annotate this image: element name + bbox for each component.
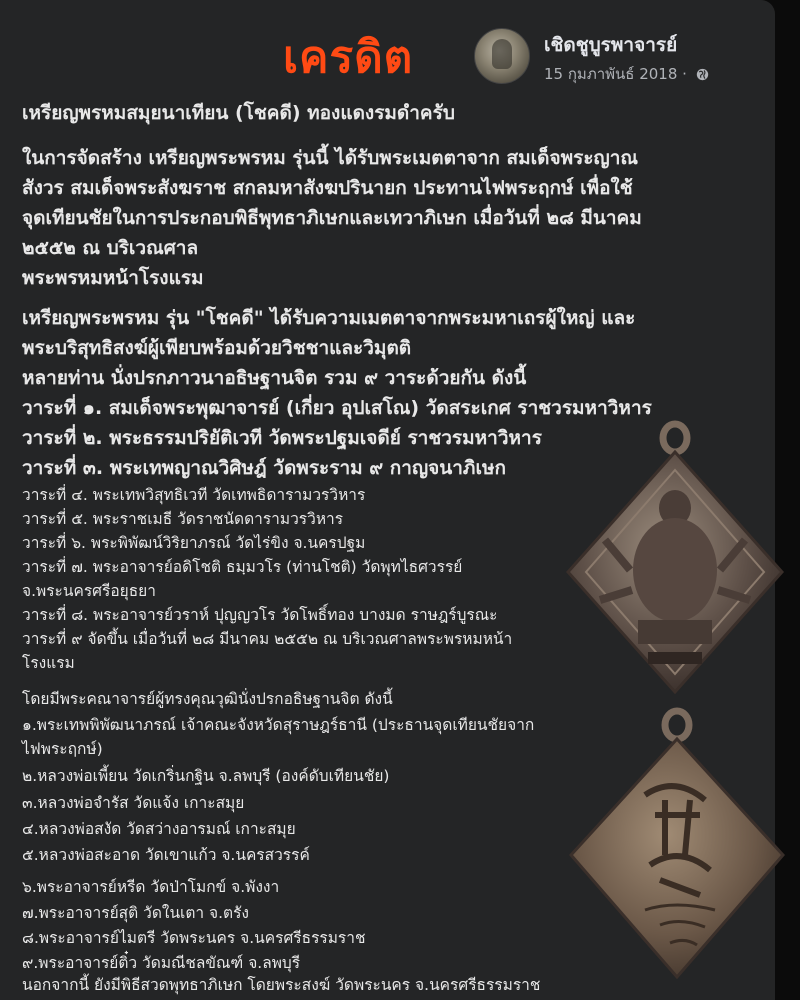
date-text[interactable]: 15 กุมภาพันธ์ 2018 (544, 65, 678, 83)
round-line: วาระที่ ๗. พระอาจารย์อดิโชติ ธมฺมวโร (ท่านโชติ) วัดพุทไธศวรรย์ (22, 558, 463, 576)
round-line: วาระที่ ๖. พระพิพัฒน์วิริยาภรณ์ วัดไร่ขิง จ.นครปฐม (22, 534, 366, 552)
monk-line: ๔.หลวงพ่อสงัด วัดสว่างอารมณ์ เกาะสมุย (22, 820, 296, 838)
monk-line: นอกจากนี้ ยังมีพิธีสวดพุทธาภิเษก โดยพระสงฆ์ วัดพระนคร จ.นครศรีธรรมราช (22, 976, 541, 994)
medal-back-image (565, 705, 790, 995)
paragraph2-line: พระพรหมหน้าโรงแรม (22, 267, 204, 289)
monk-line: ๙.พระอาจารย์ติ๋ว วัดมณีชลขัณฑ์ จ.ลพบุรี (22, 954, 301, 972)
paragraph2-line: จุดเทียนชัยในการประกอบพิธีพุทธาภิเษกและเทวาภิเษก เมื่อวันที่ ๒๘ มีนาคม (22, 207, 642, 229)
round-line: โรงแรม (22, 654, 75, 672)
page-name-link[interactable]: เชิดชูบูรพาจารย์ (544, 34, 678, 56)
round-line: วาระที่ ๙ จัดขึ้น เมื่อวันที่ ๒๘ มีนาคม ๒๕๕๒ ณ บริเวณศาลพระพรหมหน้า (22, 630, 513, 648)
paragraph3-line: วาระที่ ๑. สมเด็จพระพุฒาจารย์ (เกี่ยว อุปเสโณ) วัดสระเกศ ราชวรมหาวิหาร (22, 397, 652, 419)
monk-line: ๒.หลวงพ่อเพี้ยน วัดเกริ่นกฐิน จ.ลพบุรี (องค์ดับเทียนชัย) (22, 767, 390, 785)
monk-line: ๖.พระอาจารย์หรีด วัดป่าโมกข์ จ.พังงา (22, 878, 280, 896)
paragraph3-line: วาระที่ ๓. พระเทพญาณวิศิษฎ์ วัดพระราม ๙ กาญจนาภิเษก (22, 457, 506, 479)
paragraph2-line: ๒๕๕๒ ณ บริเวณศาล (22, 237, 199, 259)
globe-icon[interactable] (696, 68, 709, 81)
medal-front-image (560, 420, 790, 710)
paragraph3-line: วาระที่ ๒. พระธรรมปริยัติเวที วัดพระปฐมเจดีย์ ราชวรมหาวิหาร (22, 427, 542, 449)
monk-line: ๑.พระเทพพิพัฒนาภรณ์ เจ้าคณะจังหวัดสุราษฎร์ธานี (ประธานจุดเทียนชัยจาก (22, 716, 535, 734)
paragraph3-line: พระบริสุทธิสงฆ์ผู้เพียบพร้อมด้วยวิชชาและวิมุตติ (22, 337, 412, 359)
separator-dot: · (682, 65, 687, 83)
credit-overlay-text: เครดิต (283, 32, 414, 83)
monk-line: ไฟพระฤกษ์) (22, 740, 103, 758)
post-timestamp[interactable] (544, 62, 709, 86)
paragraph3-line: หลายท่าน นั่งปรกภาวนาอธิษฐานจิต รวม ๙ วาระด้วยกัน ดังนี้ (22, 367, 527, 389)
page-avatar[interactable] (474, 28, 530, 84)
paragraph3-line: เหรียญพระพรหม รุ่น "โชคดี" ได้รับความเมตตาจากพระมหาเถรผู้ใหญ่ และ (22, 307, 636, 329)
monk-line: ๓.หลวงพ่อจำรัส วัดแจ้ง เกาะสมุย (22, 794, 245, 812)
paragraph2-line: สังวร สมเด็จพระสังฆราช สกลมหาสังฆปรินายก ประทานไฟพระฤกษ์ เพื่อใช้ (22, 177, 633, 199)
monk-line: โดยมีพระคณาจารย์ผู้ทรงคุณวุฒินั่งปรกอธิษฐานจิต ดังนี้ (22, 690, 393, 708)
monk-line: ๕.หลวงพ่อสะอาด วัดเขาแก้ว จ.นครสวรรค์ (22, 846, 310, 864)
monk-line: ๗.พระอาจารย์สุติ วัดในเตา จ.ตรัง (22, 904, 250, 922)
round-line: วาระที่ ๕. พระราชเมธี วัดราชนัดดารามวรวิหาร (22, 510, 344, 528)
post-title-line: เหรียญพรหมสมุยนาเทียน (โชคดี) ทองแดงรมดำครับ (22, 102, 455, 124)
round-line: วาระที่ ๔. พระเทพวิสุทธิเวที วัดเทพธิดารามวรวิหาร (22, 486, 366, 504)
round-line: วาระที่ ๘. พระอาจารย์วราห์ ปุญญวโร วัดโพธิ์ทอง บางมด ราษฎร์บูรณะ (22, 606, 498, 624)
monk-line: ๘.พระอาจารย์ไมตรี วัดพระนคร จ.นครศรีธรรมราช (22, 929, 366, 947)
round-line: จ.พระนครศรีอยุธยา (22, 582, 156, 600)
paragraph2-line: ในการจัดสร้าง เหรียญพระพรหม รุ่นนี้ ได้รับพระเมตตาจาก สมเด็จพระญาณ (22, 147, 639, 169)
